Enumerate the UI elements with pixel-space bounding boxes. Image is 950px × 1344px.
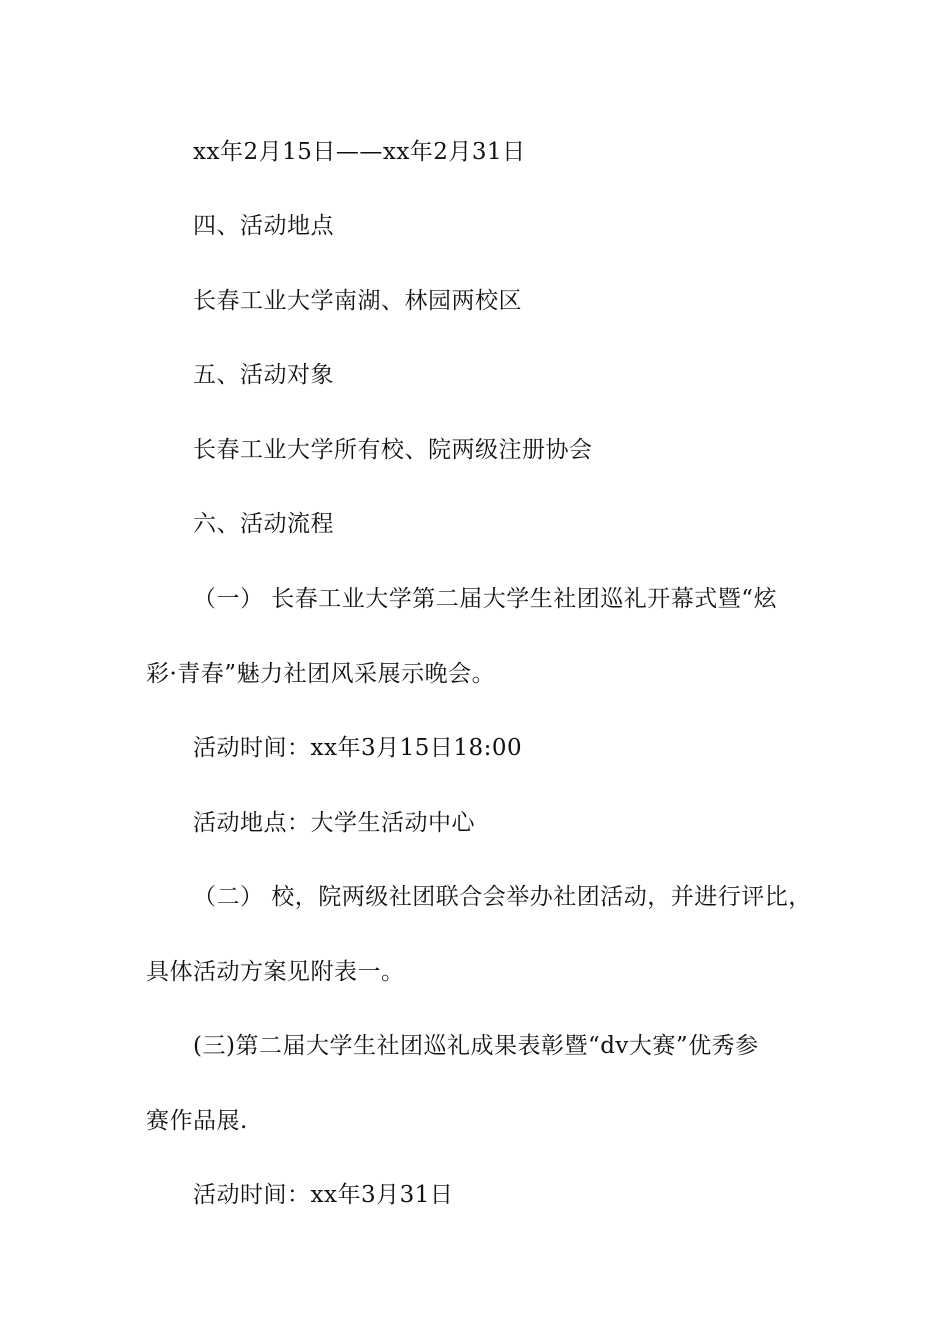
process-item-3-line-1: (三)第二届大学生社团巡礼成果表彰暨“dv大赛”优秀参: [193, 1033, 759, 1059]
section-heading-location: 四、活动地点: [193, 213, 334, 239]
location-text: 长春工业大学南湖、林园两校区: [193, 288, 522, 314]
process-item-1-line-2: 彩·青春”魅力社团风采展示晚会。: [146, 661, 496, 687]
event-location-text: 活动地点：大学生活动中心: [193, 810, 475, 836]
section-heading-participants: 五、活动对象: [193, 362, 334, 388]
process-item-2-line-1: （二） 校，院两级社团联合会举办社团活动，并进行评比，: [193, 884, 812, 910]
participants-text: 长春工业大学所有校、院两级注册协会: [193, 437, 593, 463]
process-item-2-line-2: 具体活动方案见附表一。: [146, 959, 405, 985]
process-item-1-line-1: （一） 长春工业大学第二届大学生社团巡礼开幕式暨“炫: [193, 586, 778, 612]
event-time-text: 活动时间：xx年3月15日18:00: [193, 735, 523, 761]
event-time-text-2: 活动时间：xx年3月31日: [193, 1182, 454, 1208]
process-item-3-line-2: 赛作品展.: [146, 1108, 248, 1134]
section-heading-process: 六、活动流程: [193, 511, 334, 537]
date-range-text: xx年2月15日——xx年2月31日: [193, 139, 526, 165]
